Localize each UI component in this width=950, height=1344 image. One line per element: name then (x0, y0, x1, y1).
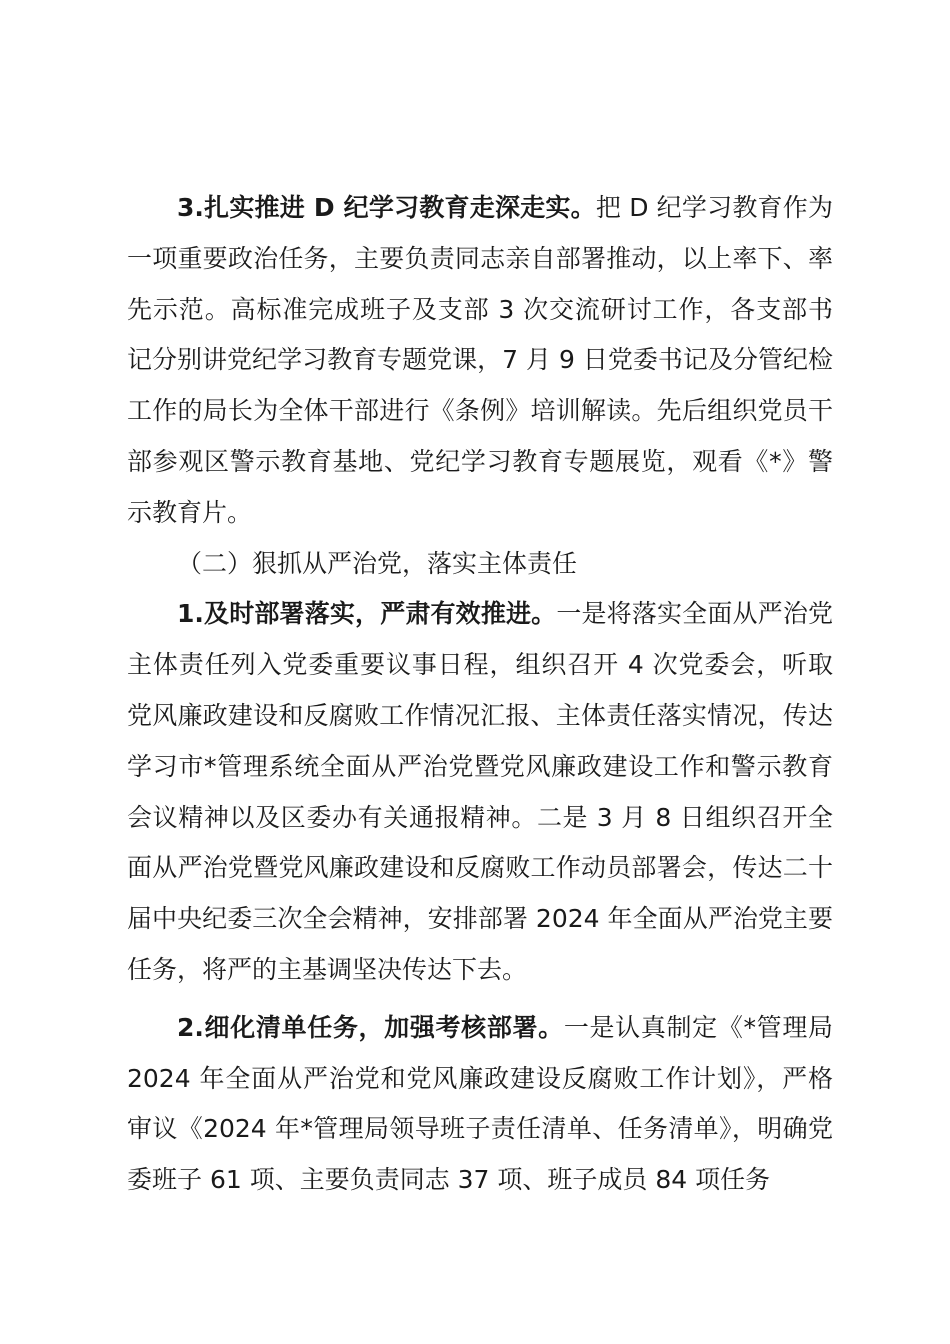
paragraph-heading: 2.细化清单任务，加强考核部署。 (177, 1012, 564, 1042)
paragraph-heading: 1.及时部署落实，严肃有效推进。 (177, 599, 557, 629)
paragraph-study-education (127, 183, 833, 539)
paragraph-heading: 3.扎实推进 D 纪学习教育走深走实。 (177, 193, 596, 222)
paragraph-body: 把 D 纪学习教育作为一项重要政治任务，主要负责同志亲自部署推动，以上率下、率先示范。高标准完成班子及支部 3 次交流研讨工作，各支部书记分别讲党纪学习教育专题党课，7 月 9 日党委书记及分管纪检工作的局长为全体干部进行《条例》培训解读。先后组织党员干部参观区警示教育基地、党纪学习教育专题展览，观看《*》警示教育片。 (127, 193, 833, 527)
paragraph-task-list (127, 1003, 833, 1206)
document-page (127, 183, 833, 1206)
paragraph-body: 一是将落实全面从严治党主体责任列入党委重要议事日程，组织召开 4 次党委会，听取党风廉政建设和反腐败工作情况汇报、主体责任落实情况，传达学习市*管理系统全面从严治党暨党风廉政建设工作和警示教育会议精神以及区委办有关通报精神。二是 3 月 8 日组织召开全面从严治党暨党风廉政建设和反腐败工作动员部署会，传达二十届中央纪委三次全会精神，安排部署 2024 年全面从严治党主要任务，将严的主基调坚决传达下去。 (127, 599, 833, 984)
section-heading-party-governance (127, 539, 833, 590)
paragraph-body: 一是认真制定《*管理局 2024 年全面从严治党和党风廉政建设反腐败工作计划》，严格审议《2024 年*管理局领导班子责任清单、任务清单》，明确党委班子 61 项、主要负责同志 37 项、班子成员 84 项任务 (127, 1012, 833, 1195)
section-heading-text: （二）狠抓从严治党，落实主体责任 (177, 548, 578, 578)
paragraph-deployment (127, 589, 833, 995)
